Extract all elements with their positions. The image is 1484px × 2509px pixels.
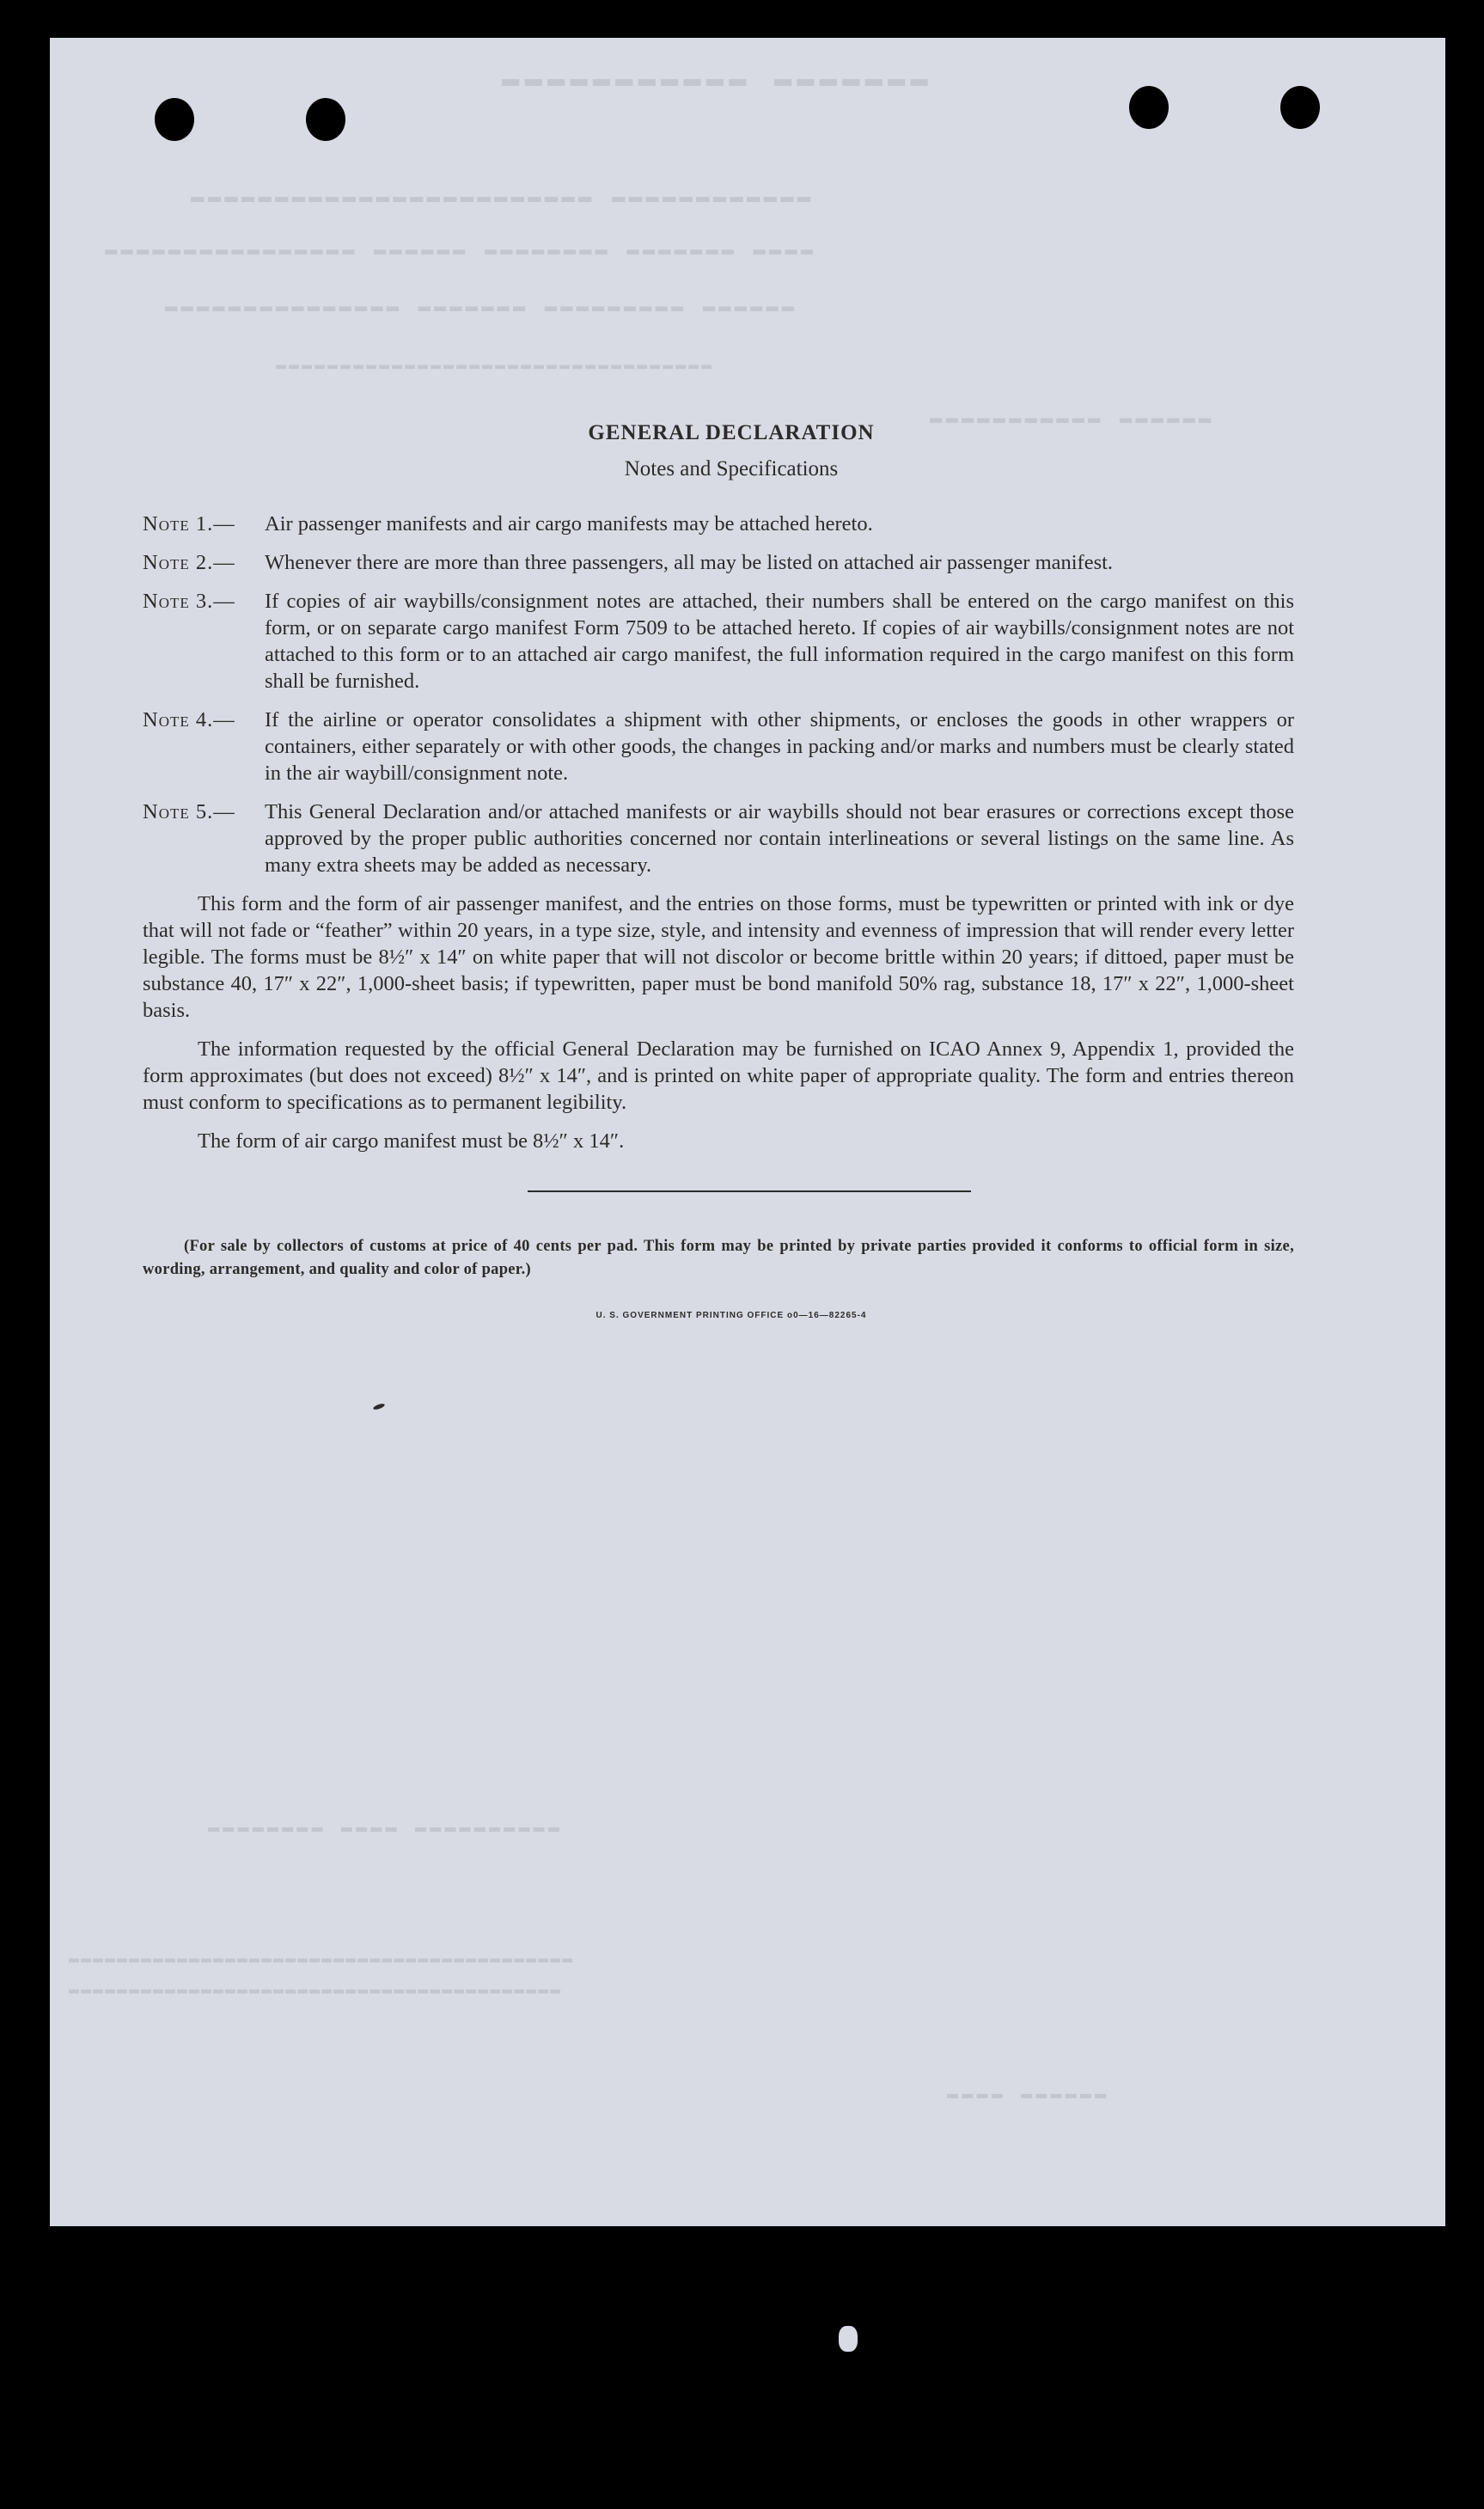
ink-mark [373,1403,386,1411]
note-text: Whenever there are more than three passengers, all may be listed on attached air passenger manifest. [265,551,1114,574]
punch-hole [1280,86,1320,129]
note-text: If copies of air waybills/consignment notes are attached, their numbers shall be entered on the cargo manifest on this form, or on separate cargo manifest Form 7509 to be attached hereto. If copies of air waybills/consignment notes are not attached to this form or to an attached air cargo manifest, the full information required in the cargo manifest on this form shall be furnished. [265,590,1294,693]
note-4 [143,707,1294,786]
notes-and-specifications [143,421,1294,1320]
bleed-through-line: ▬▬▬▬▬▬ ▬▬▬▬▬▬▬▬▬▬▬ [926,407,1212,431]
note-text: Air passenger manifests and air cargo manifests may be attached hereto. [265,512,873,535]
note-2 [143,549,1294,576]
note-1 [143,511,1294,537]
bleed-through-line: ▬▬▬▬▬▬▬▬▬▬▬▬▬▬▬▬▬▬▬▬▬▬▬▬▬▬▬▬▬▬▬▬▬▬▬▬▬▬▬▬▬▬ [67,1949,573,1969]
divider-rule [528,1190,971,1192]
note-label: Note 1.— [143,512,235,535]
bleed-through-line: ▬▬▬▬▬▬▬▬▬▬▬▬ ▬▬▬▬▬▬▬▬▬▬▬▬▬▬▬▬▬▬▬▬▬▬▬▬ [187,184,811,210]
sale-notice: (For sale by collectors of customs at price of 40 cents per pad. This form may be printed by private parties provided it conforms to official form in size, wording, arrangement, and quality and color of paper.) [143,1238,1294,1278]
bleed-through-heading: ▬▬▬▬▬▬▬ ▬▬▬▬▬▬▬▬▬▬▬ [497,64,928,96]
note-3 [143,588,1294,695]
note-text: If the airline or operator consolidates a shipment with other shipments, or encloses the goods in other wrappers or containers, either separately or with other goods, the changes in packing and/or marks and numbers must be clearly stated in the air waybill/consignment note. [265,708,1294,785]
bleed-through-line: ▬▬▬▬▬▬▬▬▬▬▬▬▬▬▬▬▬▬▬▬▬▬▬▬▬▬▬▬▬▬▬▬▬▬ [273,356,712,376]
punch-hole [306,98,345,141]
cargo-manifest-size-paragraph: The form of air cargo manifest must be 8½″ x 14″. [198,1129,625,1153]
punch-hole [155,98,194,141]
punch-hole [1129,86,1169,129]
note-label: Note 3.— [143,590,235,613]
page-subtitle: Notes and Specifications [624,457,839,480]
bleed-through-line: ▬▬▬▬▬▬ ▬▬▬▬▬▬▬▬▬ ▬▬▬▬▬▬▬ ▬▬▬▬▬▬▬▬▬▬▬▬▬▬▬ [162,296,795,319]
page-title: GENERAL DECLARATION [588,421,875,444]
scan-speck [839,2326,858,2352]
icao-annex-paragraph: The information requested by the official General Declaration may be furnished on ICAO Annex 9, Appendix 1, provided the form approximates (but does not exceed) 8½″ x 14″, and is printed on white paper of appropriate quality. The form and entries thereon must conform to specifications as to permanent legibility. [143,1037,1294,1114]
note-label: Note 2.— [143,551,235,574]
printing-office-imprint: U. S. GOVERNMENT PRINTING OFFICE o0—16—82265-4 [595,1311,867,1320]
note-label: Note 5.— [143,800,235,823]
note-text: This General Declaration and/or attached manifests or air waybills should not bear erasures or corrections except those approved by the proper public authorities concerned nor contain interlineations or several listings on the same line. As many extra sheets may be added as necessary. [265,800,1294,877]
bleed-through-line: ▬▬▬▬ ▬▬▬▬▬▬▬ ▬▬▬▬▬▬▬▬ ▬▬▬▬▬▬ ▬▬▬▬▬▬▬▬▬▬▬▬▬▬▬▬ [101,239,814,262]
bleed-through-line: ▬▬▬▬▬▬▬▬▬▬▬▬▬▬▬▬▬▬▬▬▬▬▬▬▬▬▬▬▬▬▬▬▬▬▬▬▬▬▬▬▬ [67,1980,561,2000]
note-label: Note 4.— [143,708,235,731]
note-5 [143,799,1294,878]
bleed-through-line: ▬▬▬▬▬▬▬▬▬▬ ▬▬▬▬ ▬▬▬▬▬▬▬▬ [205,1817,559,1839]
bleed-through-line: ▬▬▬▬▬▬ ▬▬▬▬ [944,2084,1107,2105]
paper-requirements-paragraph: This form and the form of air passenger manifest, and the entries on those forms, must be typewritten or printed with ink or dye that will not fade or “feather” within 20 years, in a type size, style, and intensity and evenness of impression that will render every letter legible. The forms must be 8½″ x 14″ on white paper that will not discolor or become brittle within 20 years; if dittoed, paper must be substance 40, 17″ x 22″, 1,000-sheet basis; if typewritten, paper must be bond manifold 50% rag, substance 18, 17″ x 22″, 1,000-sheet basis. [143,892,1294,1022]
